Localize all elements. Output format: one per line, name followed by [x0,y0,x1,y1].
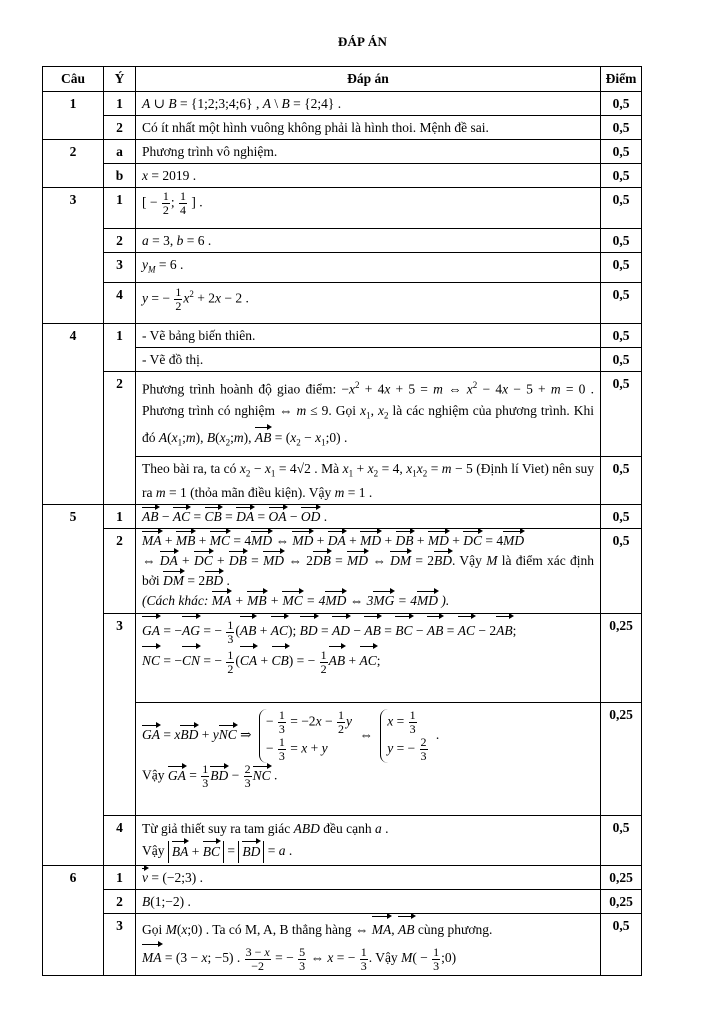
cell-diem: 0,5 [601,323,642,347]
cell-answer: Từ giả thiết suy ra tam giác ABD đều cạnh a . Vậy BA + BC = BD = a . [136,816,601,866]
cell-diem: 0,5 [601,456,642,505]
table-row [43,92,642,116]
table-row [43,890,642,914]
table-row [43,229,642,253]
cell-diem: 0,5 [601,371,642,456]
cell-y: 2 [104,371,136,505]
header-diem: Điểm [601,67,642,92]
cell-diem: 0,5 [601,188,642,229]
cell-diem: 0,5 [601,140,642,164]
cell-diem: 0,5 [601,914,642,975]
cell-answer: x = 2019 . [136,164,601,188]
cell-y: 2 [104,529,136,614]
cell-y: a [104,140,136,164]
table-row [43,282,642,323]
cell-cau: 4 [43,323,104,505]
cell-answer: y = − $\frac{1}{2}$ $x^2 + 2x - 2$ . [136,282,601,323]
cell-diem: 0,5 [601,164,642,188]
cell-diem: 0,25 [601,866,642,890]
cell-y: 3 [104,614,136,816]
table-row [43,140,642,164]
cell-answer: Theo bài ra, ta có $x_2 - x_1 = 4√2$ . Mà $x_1 + x_2 = 4$, $x_1x_2 = m - 5$ (Định lí Viet) nên suy ra m = 1 (thỏa mãn điều kiện). Vậy m = 1 . [136,456,601,505]
cell-y: 1 [104,323,136,371]
cell-answer: [ − $\frac{1}{2}$ ; $\frac{1}{4}$ ] . [136,188,601,229]
cell-answer: GA = xBD + yNC ⇒ − $\frac{1}{3}$ = −2x − $\frac{1}{2}$ y − $\frac{1}{3}$ = x + y ⇔ x = $\frac{1}{3}$ y = − $\frac{2}{3}$ . Vậy GA = $\frac{1}{3}$ BD − $\frac{2}{3}$ NC . [136,703,601,816]
cell-answer: Phương trình hoành độ giao điểm: $-x^2 + 4x + 5 = m$ ⇔ $x^2 - 4x - 5 + m = 0$ . Phương trình có nghiệm ⇔ m ≤ 9. Gọi $x_1$, $x_2$ là các nghiệm của phương trình. Khi đó $A(x_1;m)$, $B(x_2;m)$, AB = ($x_2$ − $x_1;0$) . [136,371,601,456]
cell-y: 3 [104,914,136,975]
cell-answer: - Vẽ bảng biến thiên. [136,323,601,347]
header-cau: Câu [43,67,104,92]
table-row [43,188,642,229]
table-row [43,866,642,890]
cell-y: 3 [104,253,136,283]
cell-cau: 3 [43,188,104,324]
cell-y: 1 [104,505,136,529]
cell-answer: AB − AC = CB = DA = OA − OD . [136,505,601,529]
cell-y: 2 [104,116,136,140]
cell-diem: 0,25 [601,890,642,914]
cell-diem: 0,5 [601,505,642,529]
cell-answer: v = (−2;3) . [136,866,601,890]
cell-diem: 0,5 [601,347,642,371]
cell-answer: Phương trình vô nghiệm. [136,140,601,164]
cell-y: 4 [104,282,136,323]
cell-y: 1 [104,92,136,116]
cell-answer: Có ít nhất một hình vuông không phải là hình thoi. Mệnh đề sai. [136,116,601,140]
header-y: Ý [104,67,136,92]
header-dap-an: Đáp án [136,67,601,92]
cell-cau: 2 [43,140,104,188]
cell-diem: 0,5 [601,816,642,866]
cell-y: 2 [104,890,136,914]
table-row [43,816,642,866]
answer-table [42,66,642,976]
cell-diem: 0,25 [601,614,642,703]
cell-answer: B(1;−2) . [136,890,601,914]
cell-answer: a = 3, b = 6 . [136,229,601,253]
table-row [43,529,642,614]
table-row [43,323,642,347]
cell-answer: GA = −AG = − $\frac{1}{3}$ (AB + AC); BD = AD − AB = BC − AB = AC − 2AB; NC = −CN = − $\frac{1}{2}$ (CA + CB) = − $\frac{1}{2}$ AB + AC; [136,614,601,703]
table-row [43,371,642,456]
cell-cau: 6 [43,866,104,975]
cell-y: 1 [104,188,136,229]
page-title: ĐÁP ÁN [337,34,388,49]
cell-answer: A ∪ B = {1;2;3;4;6} , A \ B = {2;4} . [136,92,601,116]
cell-answer: $y_M = 6$ . [136,253,601,283]
cell-diem: 0,5 [601,253,642,283]
cell-diem: 0,5 [601,92,642,116]
table-row [43,164,642,188]
cell-y: b [104,164,136,188]
cell-answer: Gọi M(x;0) . Ta có M, A, B thẳng hàng ⇔ MA, AB cùng phương. MA = (3 − x; −5) . $\frac{3 - x}{-2}$ = − $\frac{5}{3}$ ⇔ x = − $\frac{1}{3}$ . Vậy M( − $\frac{1}{3}$ ;0) [136,914,601,975]
cell-answer: MA + MB + MC = 4MD ⇔ MD + DA + MD + DB + MD + DC = 4MD ⇔ DA + DC + DB = MD ⇔ 2DB = MD ⇔ DM = 2BD. Vậy M là điểm xác định bởi DM = 2BD . (Cách khác: MA + MB + MC = 4MD ⇔ 3MG = 4MD ). [136,529,601,614]
cell-cau: 5 [43,505,104,866]
cell-y: 4 [104,816,136,866]
table-row [43,253,642,283]
cell-answer: - Vẽ đồ thị. [136,347,601,371]
cell-diem: 0,5 [601,282,642,323]
cell-y: 1 [104,866,136,890]
cell-diem: 0,25 [601,703,642,816]
table-row [43,505,642,529]
table-row [43,914,642,975]
cell-diem: 0,5 [601,229,642,253]
cell-cau: 1 [43,92,104,140]
cell-y: 2 [104,229,136,253]
cell-diem: 0,5 [601,116,642,140]
table-row [43,614,642,703]
cell-diem: 0,5 [601,529,642,614]
table-header-row [43,67,642,92]
table-row [43,116,642,140]
